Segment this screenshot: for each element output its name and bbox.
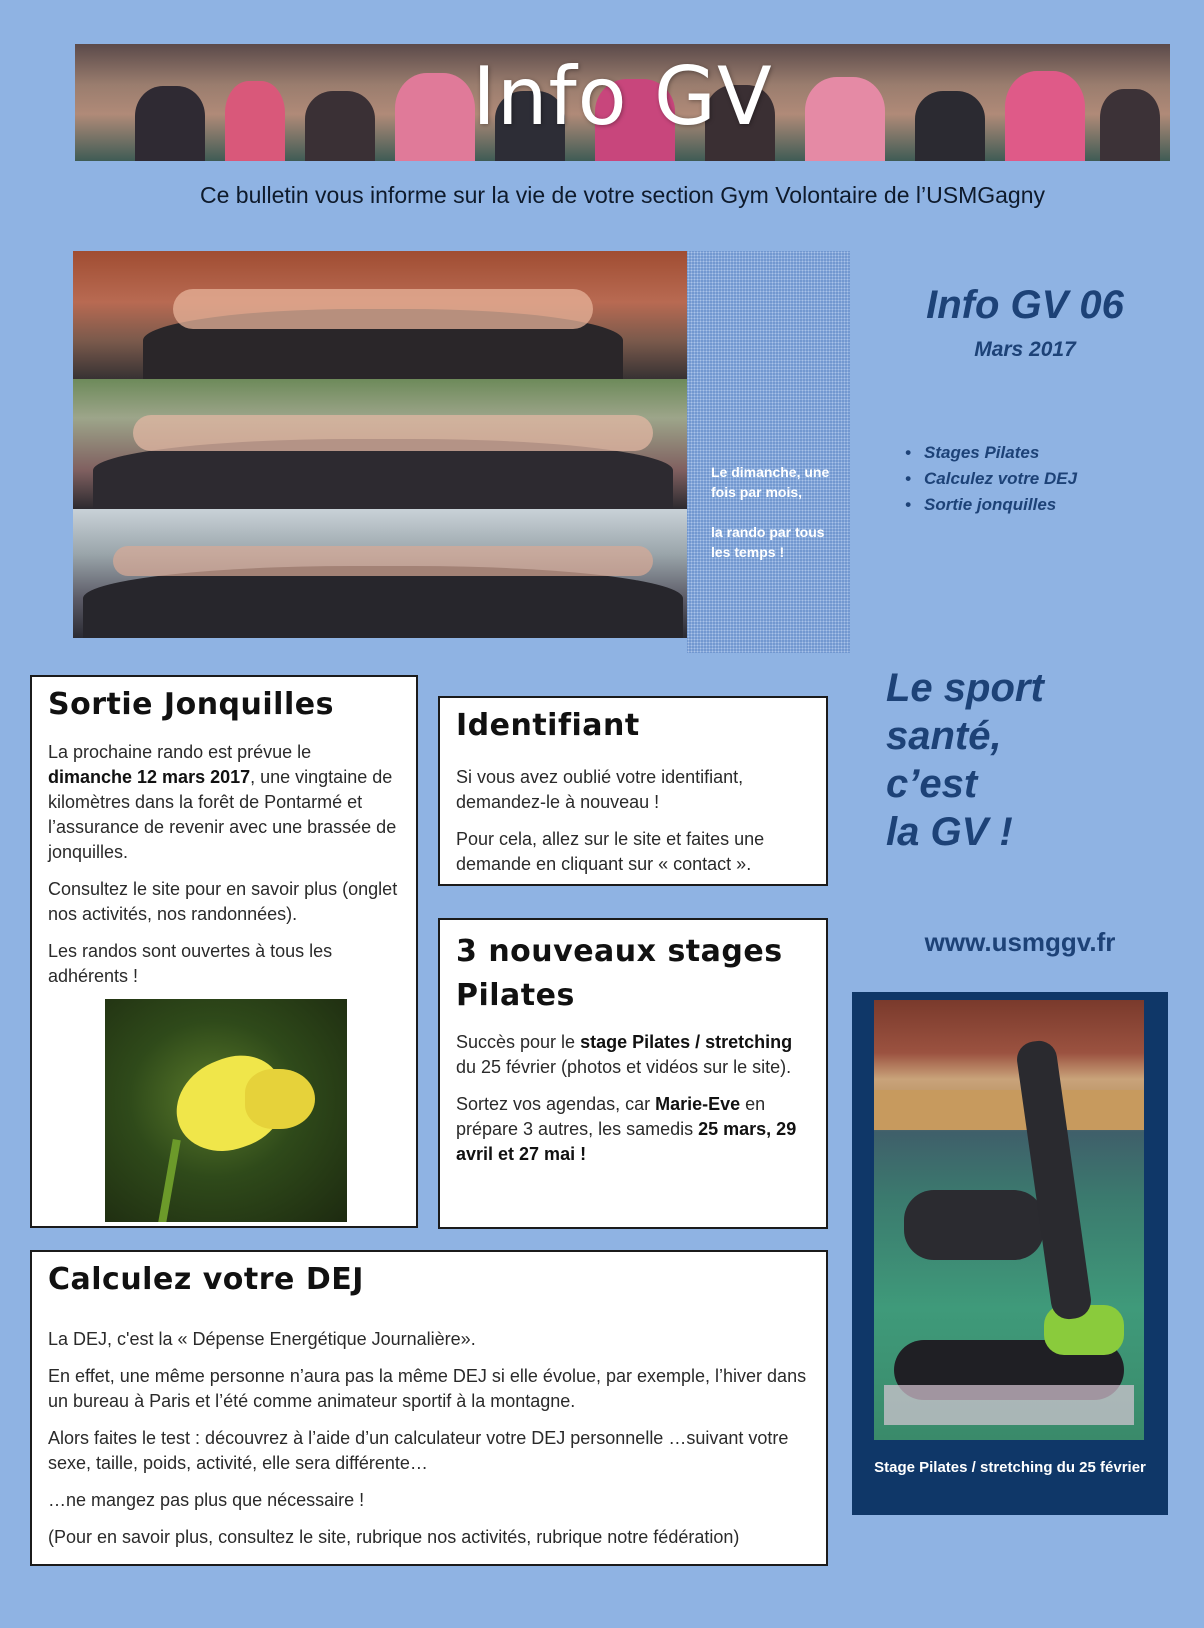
caption-line-1: Le dimanche, une fois par mois, [711,464,830,500]
banner-title: Info GV [472,50,773,143]
daffodil-stem [157,1139,181,1222]
article-paragraph: Pour cela, allez sur le site et faites une demande en cliquant sur « contact ». [456,829,765,874]
article-paragraph: La prochaine rando est prévue le dimanche 12 mars 2017, une vingtaine de kilomètres dans la forêt de Pontarmé et l’assurance de revenir avec une brassée de jonquilles. [48,742,397,862]
website-url: www.usmggv.fr [924,927,1116,957]
toc-item: • Sortie jonquilles [905,495,1057,514]
slogan-line: santé, [886,714,1002,758]
article-title: 3 nouveaux stages Pilates [456,934,783,1013]
header-banner-photo [75,44,1170,161]
article-calculez-dej [30,1250,828,1566]
group-photo-snow [73,509,687,638]
article-paragraph: Si vous avez oublié votre identifiant, demandez-le à nouveau ! [456,767,744,812]
daffodil-photo [105,999,347,1222]
hiking-photo-collage [73,251,687,638]
article-identifiant [438,696,828,886]
dotted-caption-panel [687,251,850,653]
article-title: Identifiant [456,708,640,743]
table-of-contents [905,440,1077,518]
article-title: Calculez votre DEJ [48,1262,364,1297]
pilates-photo-panel [852,992,1168,1515]
group-photo-chateau [73,251,687,379]
article-stages-pilates [438,918,828,1229]
slogan-line: la GV ! [886,810,1013,854]
slogan-line: Le sport [886,666,1044,710]
article-paragraph: Sortez vos agendas, car Marie-Eve en prépare 3 autres, les samedis 25 mars, 29 avril et 27 mai ! [456,1094,797,1164]
article-paragraph: Alors faites le test : découvrez à l’aide d’un calculateur votre DEJ personnelle …suivant votre sexe, taille, poids, activité, elle sera différente… [48,1428,789,1473]
photo-collage-caption [711,462,831,562]
toc-item: • Calculez votre DEJ [905,469,1078,488]
group-photo-forest [73,379,687,509]
issue-date: Mars 2017 [974,338,1076,361]
article-paragraph: …ne mangez pas plus que nécessaire ! [48,1490,365,1510]
article-paragraph: La DEJ, c'est la « Dépense Energétique Journalière». [48,1329,476,1349]
article-title: Sortie Jonquilles [48,687,334,722]
toc-item: • Stages Pilates [905,443,1040,462]
person-back [904,1190,1044,1260]
newsletter-subtitle: Ce bulletin vous informe sur la vie de votre section Gym Volontaire de l’USMGagny [199,182,1045,208]
issue-number: Info GV 06 [926,283,1124,327]
raised-leg [1015,1039,1094,1322]
slogan-line: c’est [886,762,978,806]
slogan [886,664,1166,856]
article-paragraph: Les randos sont ouvertes à tous les adhérents ! [48,941,333,986]
caption-line-2: la rando par tous les temps ! [711,524,825,560]
daffodil-trumpet [245,1069,315,1129]
article-paragraph: (Pour en savoir plus, consultez le site, rubrique nos activités, rubrique notre fédération) [48,1527,740,1547]
article-sortie-jonquilles [30,675,418,1228]
pilates-photo [874,1000,1144,1440]
mat [884,1385,1134,1425]
article-paragraph: En effet, une même personne n’aura pas la même DEJ si elle évolue, par exemple, l’hiver dans un bureau à Paris et l’été comme animateur sportif à la montagne. [48,1366,807,1411]
pilates-photo-caption: Stage Pilates / stretching du 25 février [874,1459,1146,1476]
article-paragraph: Succès pour le stage Pilates / stretching du 25 février (photos et vidéos sur le site). [456,1032,793,1077]
article-paragraph: Consultez le site pour en savoir plus (onglet nos activités, nos randonnées). [48,879,398,924]
bench [874,1090,1144,1130]
